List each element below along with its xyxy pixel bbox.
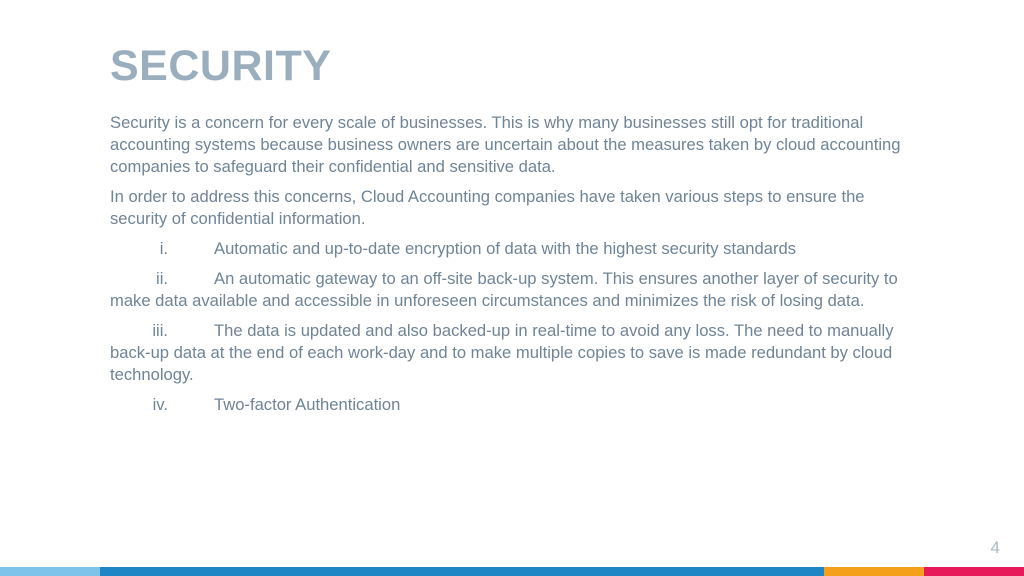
slide-title: SECURITY <box>110 42 332 90</box>
list-item-text: An automatic gateway to an off-site back-up system. This ensures another layer of security to make data available and accessible in unforeseen circumstances and minimizes the risk of losing data. <box>110 269 898 310</box>
list-item-number: i. <box>159 239 168 258</box>
list-item-text: Automatic and up-to-date encryption of data with the highest security standards <box>214 239 797 258</box>
list-item-number: ii. <box>156 269 168 288</box>
footer-segment-blue <box>100 567 824 576</box>
slide-body <box>110 112 910 424</box>
footer-segment-light-blue <box>0 567 100 576</box>
list-item <box>110 238 910 260</box>
footer-segment-orange <box>824 567 924 576</box>
intro-paragraph: Security is a concern for every scale of businesses. This is why many businesses still opt for traditional accounting systems because business owners are uncertain about the measures taken by cloud accounting companies to safeguard their confidential and sensitive data. <box>110 113 901 176</box>
list-item-number: iii. <box>152 321 168 340</box>
list-item <box>110 394 910 416</box>
page-number: 4 <box>990 538 1000 557</box>
list-item-text: The data is updated and also backed-up in real-time to avoid any loss. The need to manually back-up data at the end of each work-day and to make multiple copies to save is made redundant by cloud technology. <box>110 321 894 384</box>
footer-segment-pink <box>924 567 1024 576</box>
list-item-number: iv. <box>152 395 168 414</box>
list-item <box>110 268 910 312</box>
list-item <box>110 320 910 386</box>
list-item-text: Two-factor Authentication <box>214 395 401 414</box>
steps-paragraph: In order to address this concerns, Cloud Accounting companies have taken various steps to ensure the security of confidential information. <box>110 187 865 228</box>
footer-color-bar <box>0 567 1024 576</box>
